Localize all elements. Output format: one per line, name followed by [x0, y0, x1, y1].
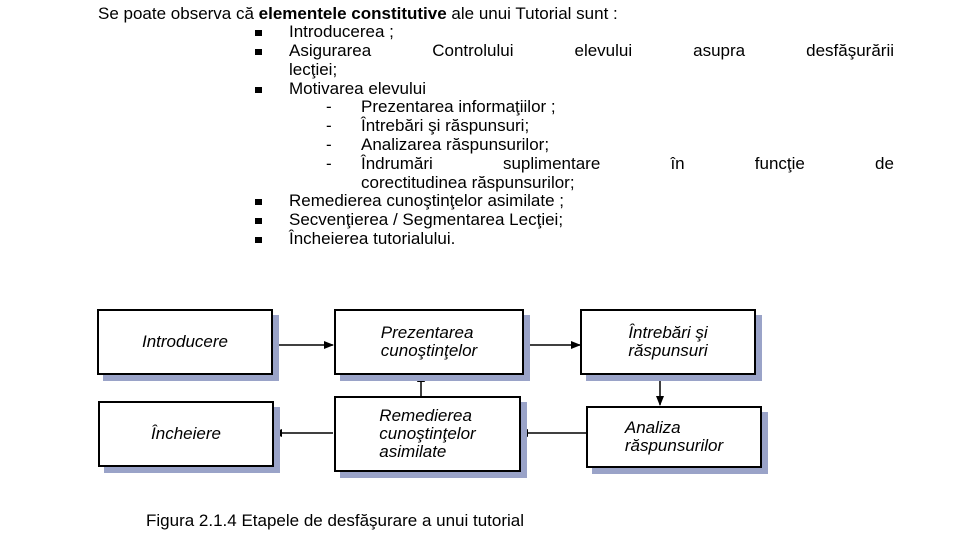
list-item-asigurarea-cont: lecţiei;: [289, 60, 338, 79]
word: de: [875, 154, 894, 173]
box-prezentarea: [334, 309, 524, 375]
dash-icon: -: [326, 97, 332, 116]
intro-bold: elementele constitutive: [258, 4, 447, 23]
word: Îndrumări: [361, 154, 433, 173]
box-introducere: [97, 309, 273, 375]
dash-icon: -: [326, 116, 332, 135]
word: desfăşurării: [806, 41, 894, 60]
word: funcţie: [754, 154, 805, 173]
word: Asigurarea: [289, 41, 372, 60]
word: asupra: [693, 41, 746, 60]
figure-caption: Figura 2.1.4 Etapele de desfăşurare a unui tutorial: [146, 511, 525, 530]
intro-suffix: ale unui Tutorial sunt :: [446, 4, 618, 23]
list-item-secventierea: Secvenţierea / Segmentarea Lecţiei;: [289, 210, 564, 229]
box-remedierea: [334, 396, 521, 472]
sub-item-analizarea: Analizarea răspunsurilor;: [361, 135, 550, 154]
sub-item-indrumari-cont: corectitudinea răspunsurilor;: [361, 173, 575, 192]
box-intrebari-label: Întrebări şi răspunsuri: [628, 323, 708, 360]
box-intrebari: [580, 309, 756, 375]
box-incheiere: [98, 401, 274, 467]
list-item-introducerea: Introducerea ;: [289, 22, 394, 41]
list-item-incheierea: Încheierea tutorialului.: [289, 229, 456, 248]
box-incheiere-label: Încheiere: [151, 424, 221, 443]
word: în: [670, 154, 685, 173]
box-remedierea-label: Remedierea cunoştinţelor asimilate: [379, 406, 476, 461]
list-item-motivarea: Motivarea elevului: [289, 79, 427, 98]
dash-icon: -: [326, 135, 332, 154]
list-item-remedierea: Remedierea cunoştinţelor asimilate ;: [289, 191, 564, 210]
sub-item-intrebari: Întrebări şi răspunsuri;: [361, 116, 530, 135]
box-prezentarea-label: Prezentarea cunoştinţelor: [380, 323, 478, 360]
word: suplimentare: [502, 154, 601, 173]
word: Controlului: [432, 41, 514, 60]
box-analiza: [586, 406, 762, 468]
intro-prefix: Se poate observa că: [98, 4, 259, 23]
box-introducere-label: Introducere: [142, 332, 228, 351]
box-analiza-label: Analiza răspunsurilor: [624, 418, 724, 455]
dash-icon: -: [326, 154, 332, 173]
word: elevului: [574, 41, 633, 60]
sub-item-prezentarea: Prezentarea informaţiilor ;: [361, 97, 556, 116]
